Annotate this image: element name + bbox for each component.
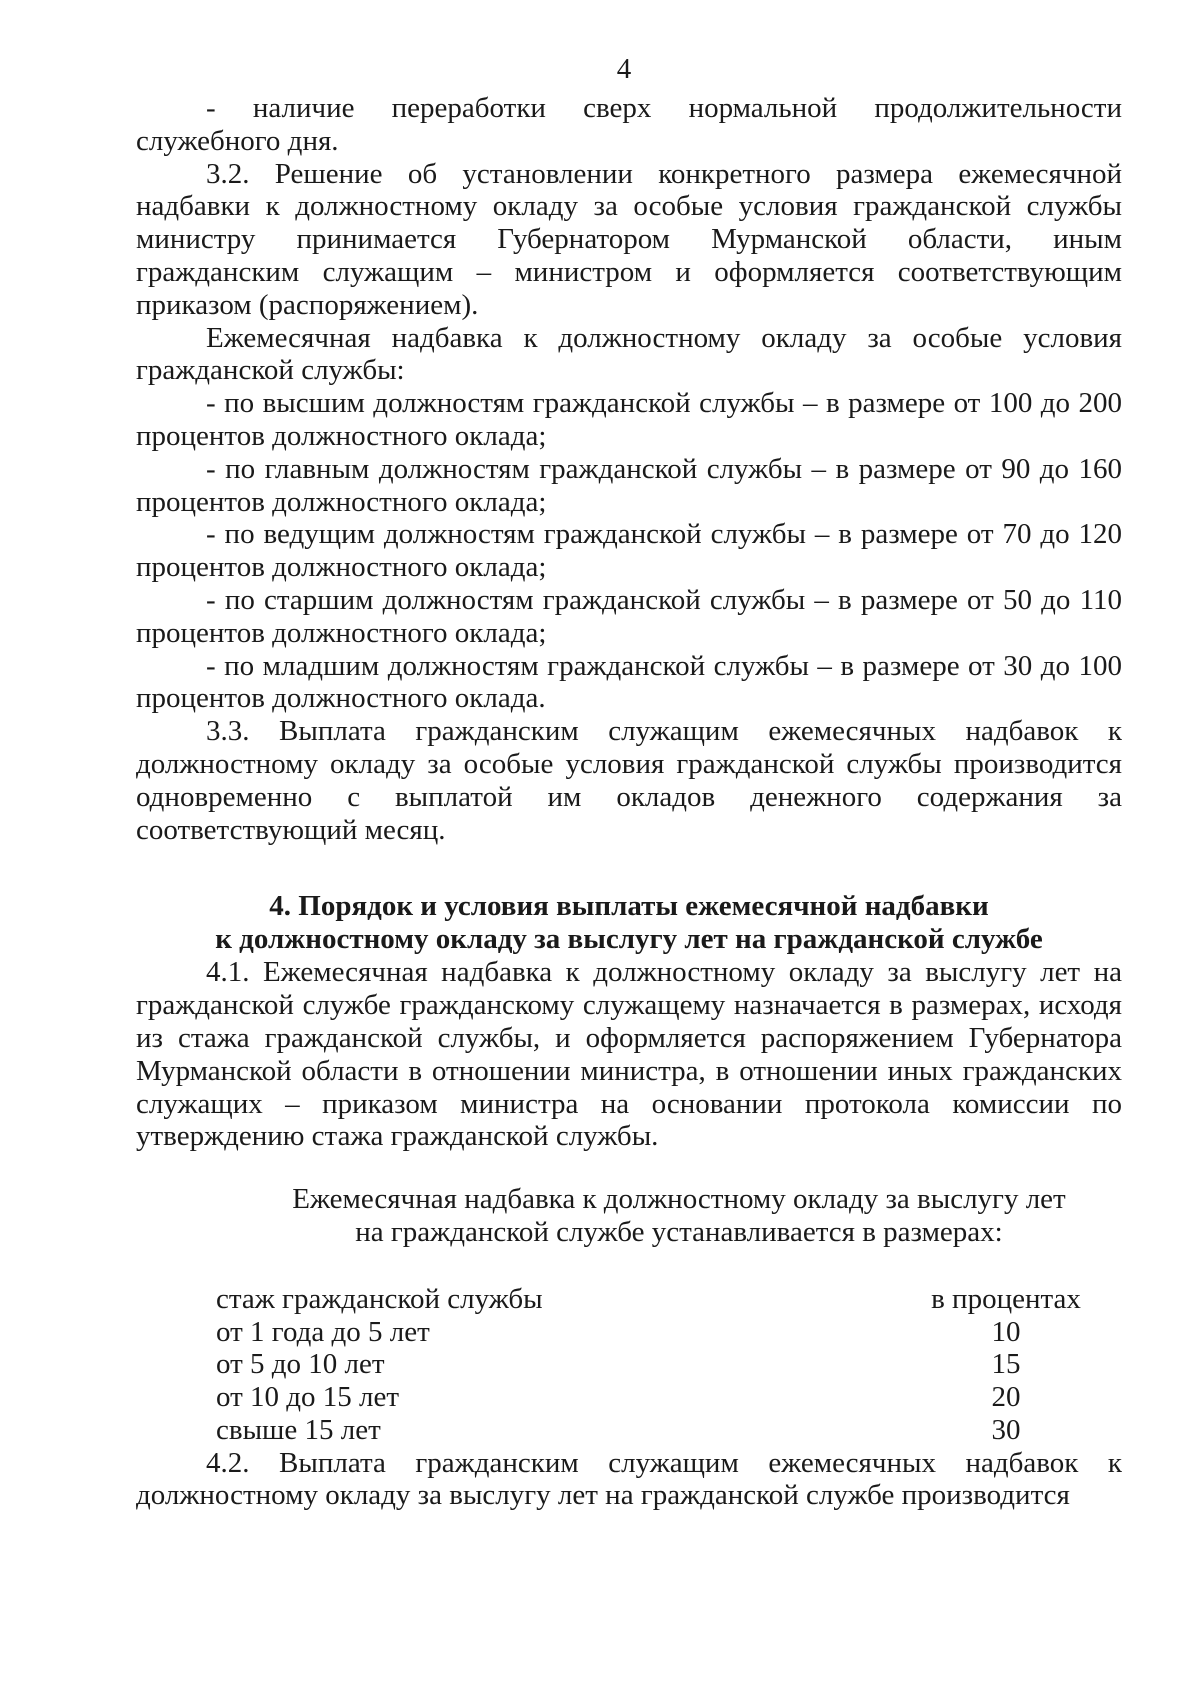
table-row: [216, 1316, 1086, 1349]
table-cell-percent: 30: [991, 1413, 1021, 1446]
table-row: [216, 1348, 1086, 1381]
table-cell-percent: 15: [991, 1348, 1021, 1381]
table-cell-percent: 20: [991, 1381, 1021, 1414]
page-number: 4: [616, 53, 632, 85]
bullet-highest-positions: - по высшим должностям гражданской службы – в размере от 100 до 200 процентов должностного оклада;: [136, 387, 1122, 452]
table-cell-period: от 1 года до 5 лет: [216, 1315, 430, 1348]
bullet-junior-positions: - по младшим должностям гражданской службы – в размере от 30 до 100 процентов должностного оклада.: [136, 649, 1122, 715]
section-4-heading-line-2: к должностному окладу за выслугу лет на гражданской службе: [215, 923, 1043, 956]
table-header-period: стаж гражданской службы: [216, 1282, 543, 1315]
bullet-main-positions: - по главным должностям гражданской службы – в размере от 90 до 160 процентов должностного оклада;: [136, 452, 1122, 518]
table-cell-period: свыше 15 лет: [216, 1413, 381, 1446]
table-intro-line-1: Ежемесячная надбавка к должностному окладу за выслугу лет: [292, 1183, 1066, 1216]
table-header-row: [216, 1283, 1086, 1316]
paragraph-4-1: 4.1. Ежемесячная надбавка к должностному окладу за выслугу лет на гражданской службе гражданскому служащему назначается в размерах, исходя из стажа гражданской службы, и оформляется распоряжением Губернатора Мурманской области в отношении министра, в отношении иных гражданских служащих – приказом министра на основании протокола комиссии по утверждению стажа гражданской службы.: [136, 956, 1122, 1153]
service-length-table: [216, 1283, 1086, 1447]
table-header-percent: в процентах: [931, 1282, 1081, 1315]
table-row: [216, 1414, 1086, 1447]
paragraph-3-3: 3.3. Выплата гражданским служащим ежемесячных надбавок к должностному окладу за особые условия гражданской службы производится одновременно с выплатой им окладов денежного содержания за соответствующий месяц.: [136, 715, 1122, 846]
table-cell-percent: 10: [991, 1315, 1021, 1348]
section-4-heading: [136, 890, 1122, 956]
table-intro: [136, 1183, 1122, 1249]
table-cell-period: от 5 до 10 лет: [216, 1348, 385, 1381]
bullet-senior-positions: - по старшим должностям гражданской службы – в размере от 50 до 110 процентов должностного оклада;: [136, 583, 1122, 649]
paragraph-overtime: - наличие переработки сверх нормальной продолжительности служебного дня.: [136, 92, 1122, 157]
table-cell-period: от 10 до 15 лет: [216, 1381, 400, 1414]
paragraph-special-conditions-intro: Ежемесячная надбавка к должностному окладу за особые условия гражданской службы:: [136, 321, 1122, 387]
table-intro-line-2: на гражданской службе устанавливается в размерах:: [355, 1215, 1003, 1248]
bullet-leading-positions: - по ведущим должностям гражданской службы – в размере от 70 до 120 процентов должностного оклада;: [136, 518, 1122, 584]
paragraph-4-2: 4.2. Выплата гражданским служащим ежемесячных надбавок к должностному окладу за выслугу лет на гражданской службе производится: [136, 1446, 1122, 1512]
table-row: [216, 1381, 1086, 1414]
section-4-heading-line-1: 4. Порядок и условия выплаты ежемесячной надбавки: [269, 890, 989, 923]
document-page: [136, 52, 1122, 1512]
paragraph-3-2: 3.2. Решение об установлении конкретного размера ежемесячной надбавки к должностному окладу за особые условия гражданской службы министру принимается Губернатором Мурманской области, иным гражданским служащим – министром и оформляется соответствующим приказом (распоряжением).: [136, 157, 1122, 321]
